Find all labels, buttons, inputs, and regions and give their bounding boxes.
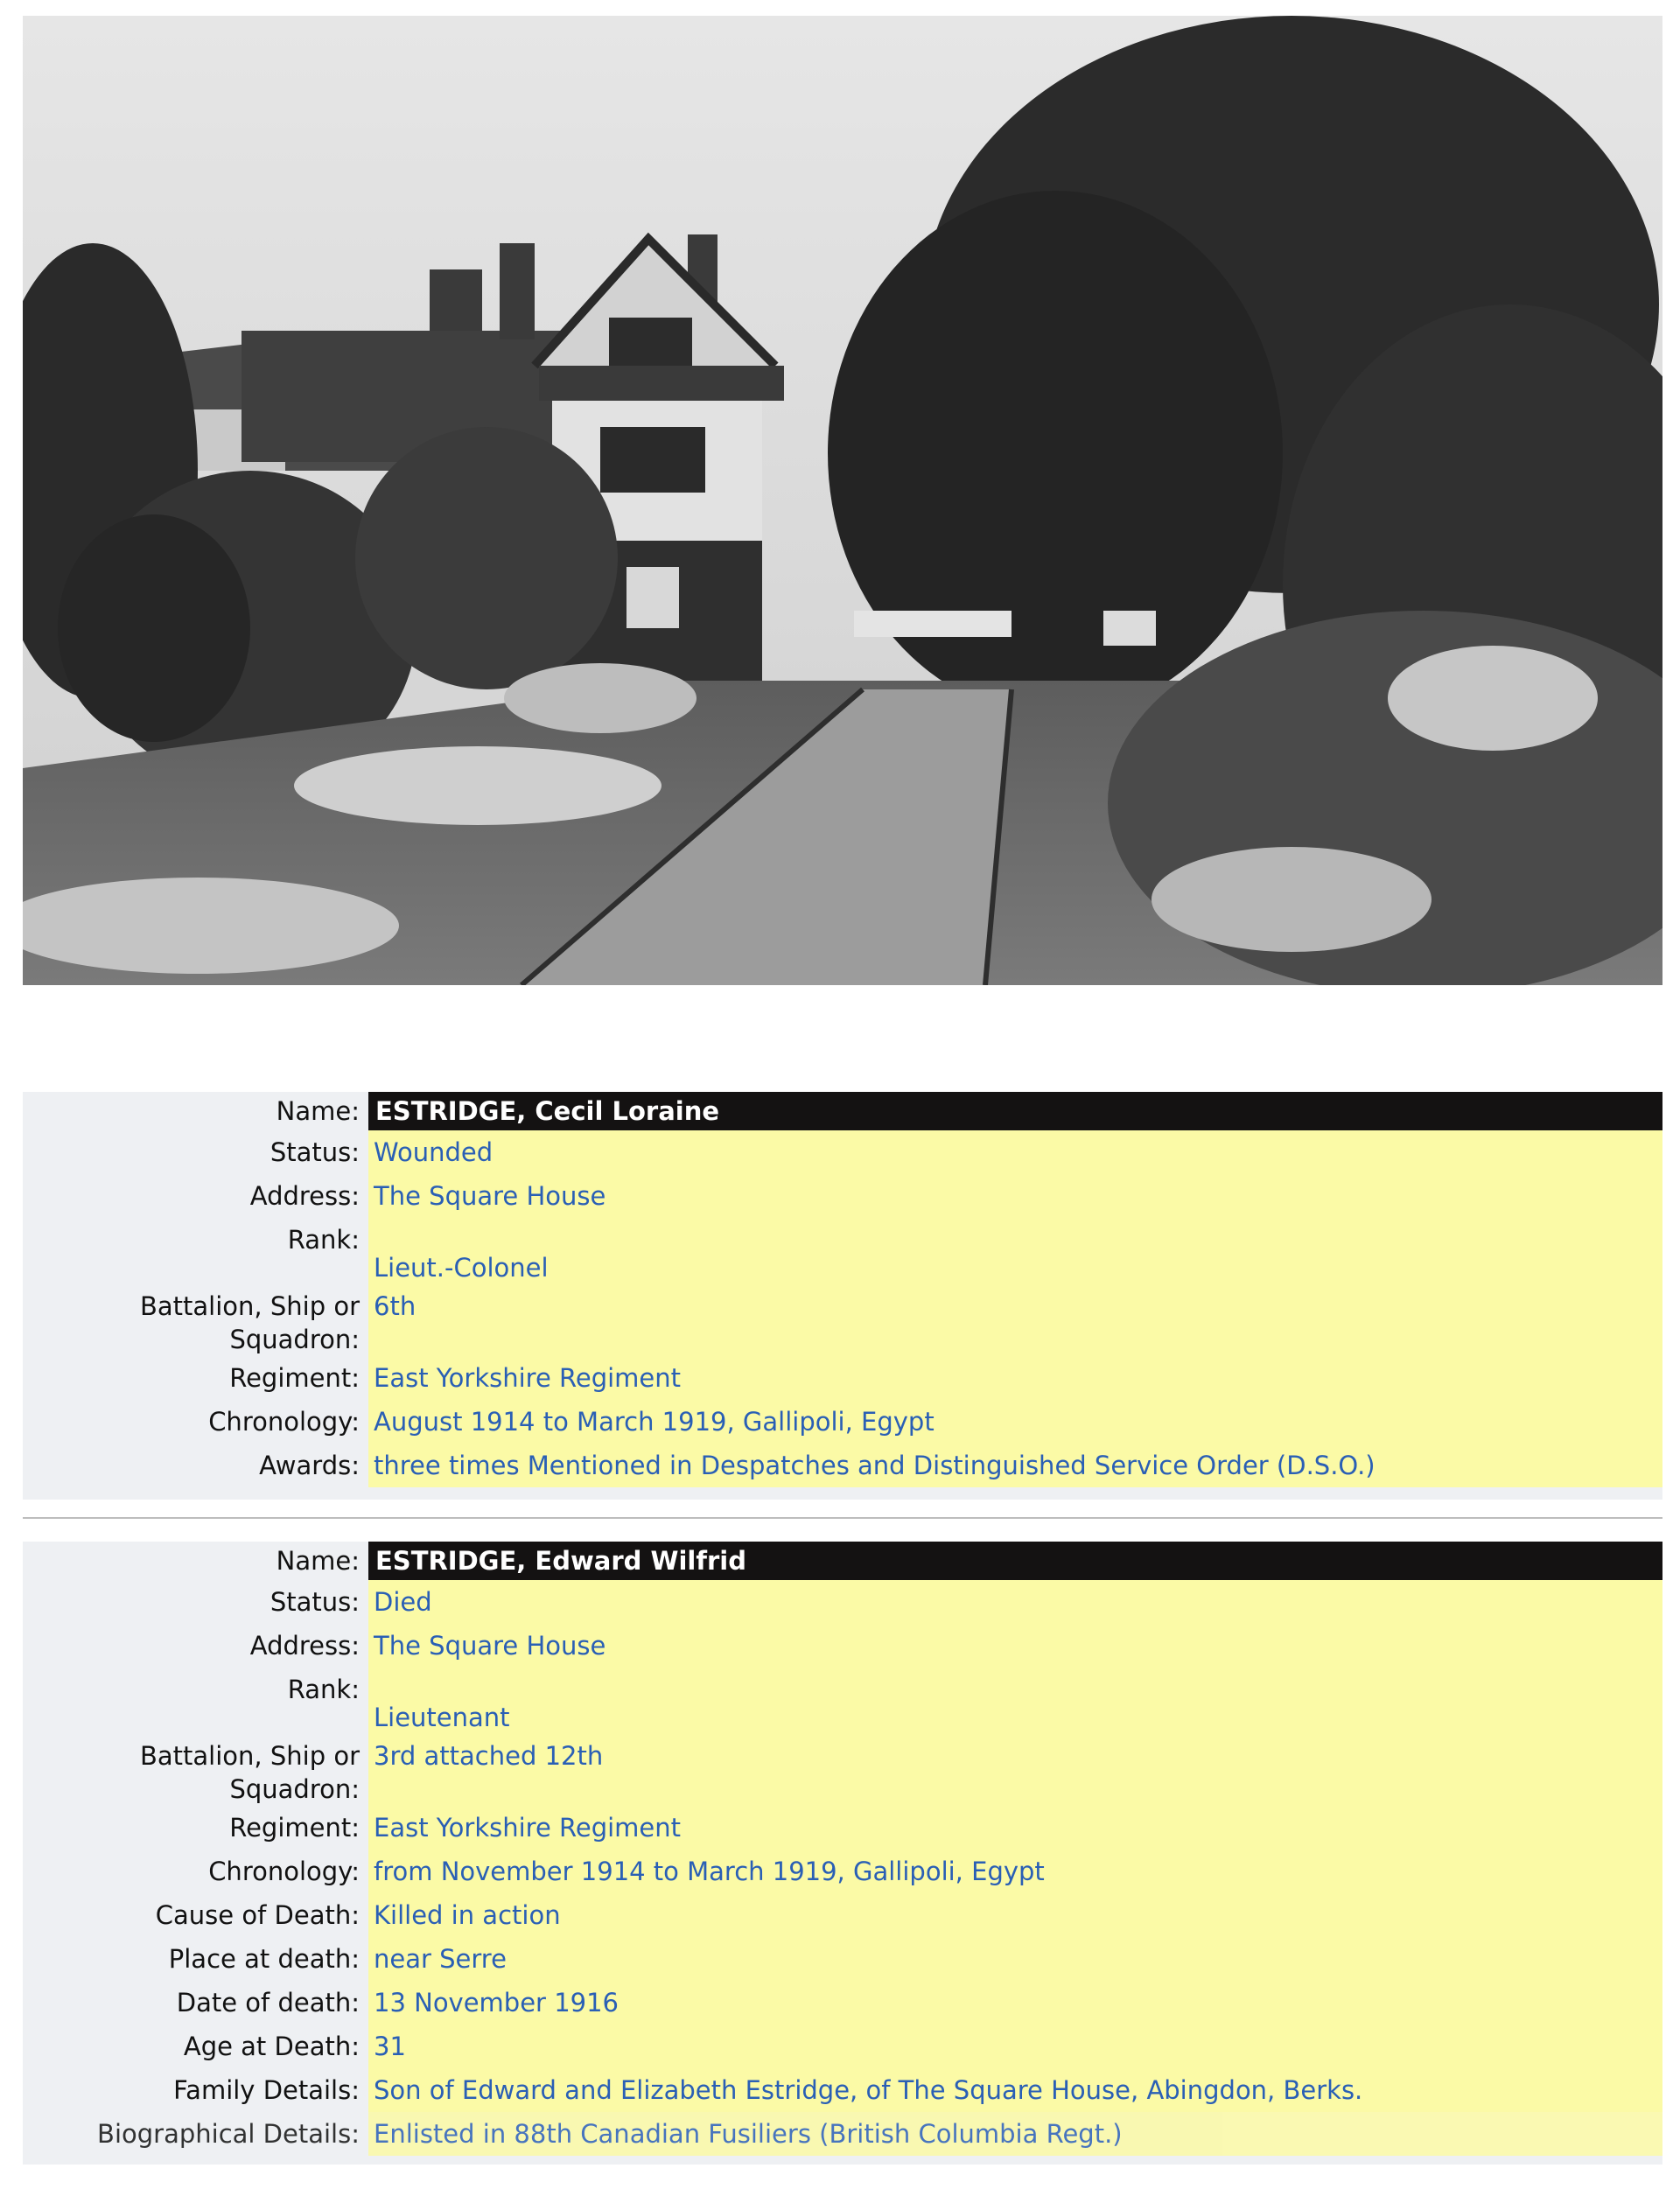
record-card-edward [23,1542,1662,2165]
cause-value[interactable]: Killed in action [368,1893,1662,1937]
record-row-rank [23,1697,1662,1738]
battalion-value[interactable]: 3rd attached 12th [368,1738,1662,1806]
rank-value[interactable]: Lieut.-Colonel [368,1248,1662,1288]
field-label: Family Details: [173,2075,360,2105]
field-label: Awards: [259,1451,360,1480]
rank-value[interactable]: Lieutenant [368,1697,1662,1738]
record-row-address [23,1624,1662,1668]
awards-value[interactable]: three times Mentioned in Despatches and Distinguished Service Order (D.S.O.) [368,1444,1662,1487]
rank-spacer [368,1668,1662,1697]
record-row-family [23,2068,1662,2112]
date-value[interactable]: 13 November 1916 [368,1981,1662,2025]
record-row-chronology [23,1400,1662,1444]
field-label-line: Battalion, Ship or [140,1741,360,1771]
family-value[interactable]: Son of Edward and Elizabeth Estridge, of The Square House, Abingdon, Berks. [368,2068,1662,2112]
field-label: Age at Death: [183,2032,360,2061]
record-row-rank-label [23,1218,1662,1255]
rank-spacer [368,1218,1662,1248]
field-label: Regiment: [229,1363,360,1393]
record-card-cecil [23,1092,1662,1500]
battalion-value[interactable]: 6th [368,1288,1662,1356]
chronology-value[interactable]: August 1914 to March 1919, Gallipoli, Egypt [368,1400,1662,1444]
photo-illustration [23,16,1662,985]
field-label-line: Squadron: [229,1774,360,1804]
field-label-line: Battalion, Ship or [140,1291,360,1321]
record-row-age [23,2025,1662,2068]
record-row-bio [23,2112,1662,2156]
field-label: Address: [249,1631,360,1661]
record-row-rank-label [23,1668,1662,1704]
field-label-empty [23,1697,368,1738]
status-value[interactable]: Wounded [368,1130,1662,1174]
field-label: Biographical Details: [97,2119,360,2149]
record-row-name [23,1542,1662,1580]
field-label-empty [23,1248,368,1288]
record-row-address [23,1174,1662,1218]
place-value[interactable]: near Serre [368,1937,1662,1981]
field-label: Status: [270,1137,360,1167]
field-label: Address: [249,1181,360,1211]
field-label: Status: [270,1587,360,1617]
field-label: Name: [276,1096,360,1126]
record-row-rank [23,1248,1662,1288]
address-value[interactable]: The Square House [368,1174,1662,1218]
field-label: Rank: [287,1225,360,1255]
record-row-cause [23,1893,1662,1937]
address-value[interactable]: The Square House [368,1624,1662,1668]
record-row-regiment [23,1356,1662,1400]
chronology-value[interactable]: from November 1914 to March 1919, Gallipoli, Egypt [368,1850,1662,1893]
record-row-battalion [23,1738,1662,1806]
record-divider [23,1517,1662,1519]
regiment-value[interactable]: East Yorkshire Regiment [368,1806,1662,1850]
record-name: ESTRIDGE, Cecil Loraine [368,1092,1662,1130]
garden-house-photo [23,16,1662,985]
field-label: Place at death: [168,1944,360,1974]
record-row-regiment [23,1806,1662,1850]
record-row-date [23,1981,1662,2025]
regiment-value[interactable]: East Yorkshire Regiment [368,1356,1662,1400]
field-label-line: Squadron: [229,1325,360,1354]
record-row-awards [23,1444,1662,1487]
field-label: Regiment: [229,1813,360,1843]
record-row-status [23,1130,1662,1174]
field-label: Chronology: [208,1857,360,1886]
field-label [23,1288,368,1356]
field-label: Date of death: [176,1988,360,2018]
field-label: Name: [276,1546,360,1576]
age-value[interactable]: 31 [368,2025,1662,2068]
record-row-chronology [23,1850,1662,1893]
record-row-place [23,1937,1662,1981]
status-value[interactable]: Died [368,1580,1662,1624]
record-row-name [23,1092,1662,1130]
field-label: Cause of Death: [155,1900,360,1930]
bio-value[interactable]: Enlisted in 88th Canadian Fusiliers (British Columbia Regt.) [368,2112,1662,2156]
record-name: ESTRIDGE, Edward Wilfrid [368,1542,1662,1580]
record-row-status [23,1580,1662,1624]
field-label [23,1738,368,1806]
field-label: Chronology: [208,1407,360,1437]
record-row-battalion [23,1288,1662,1356]
field-label: Rank: [287,1675,360,1704]
